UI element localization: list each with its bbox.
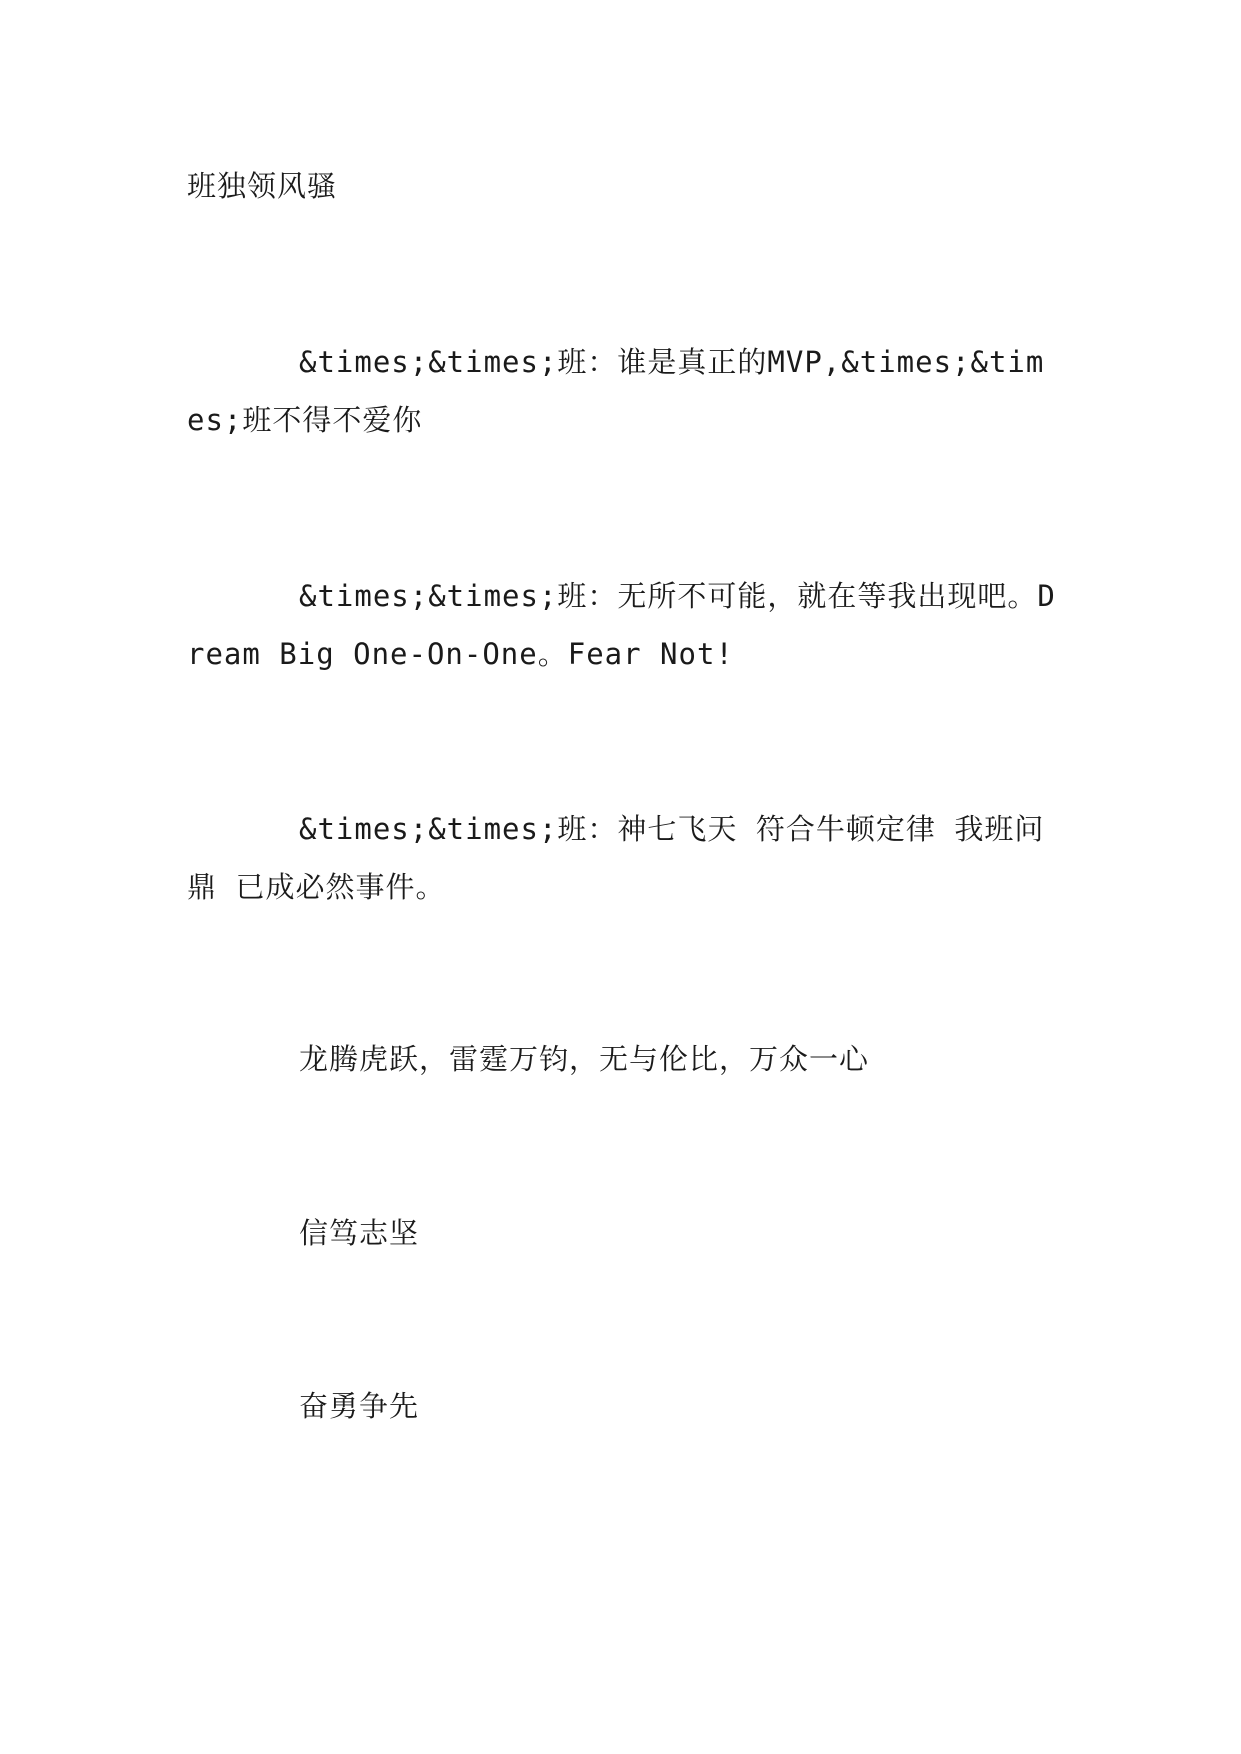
paragraph-mvp-slogan: &times;&times;班：谁是真正的MVP,&times;&times;班不得不爱你 <box>187 345 1045 437</box>
paragraph-fenyong-slogan: 奋勇争先 <box>299 1389 420 1423</box>
paragraph-longteng-slogan: 龙腾虎跃，雷霆万钧，无与伦比，万众一心 <box>299 1042 870 1076</box>
paragraph-shenqi-slogan: &times;&times;班：神七飞天 符合牛顿定律 我班问鼎 已成必然事件。 <box>187 812 1045 904</box>
paragraph-dream-big-slogan: &times;&times;班：无所不可能，就在等我出现吧。Dream Big One-On-One。Fear Not! <box>187 579 1056 671</box>
paragraph-xindu-slogan: 信笃志坚 <box>299 1216 420 1250</box>
paragraph-continuation: 班独领风骚 <box>187 169 338 203</box>
